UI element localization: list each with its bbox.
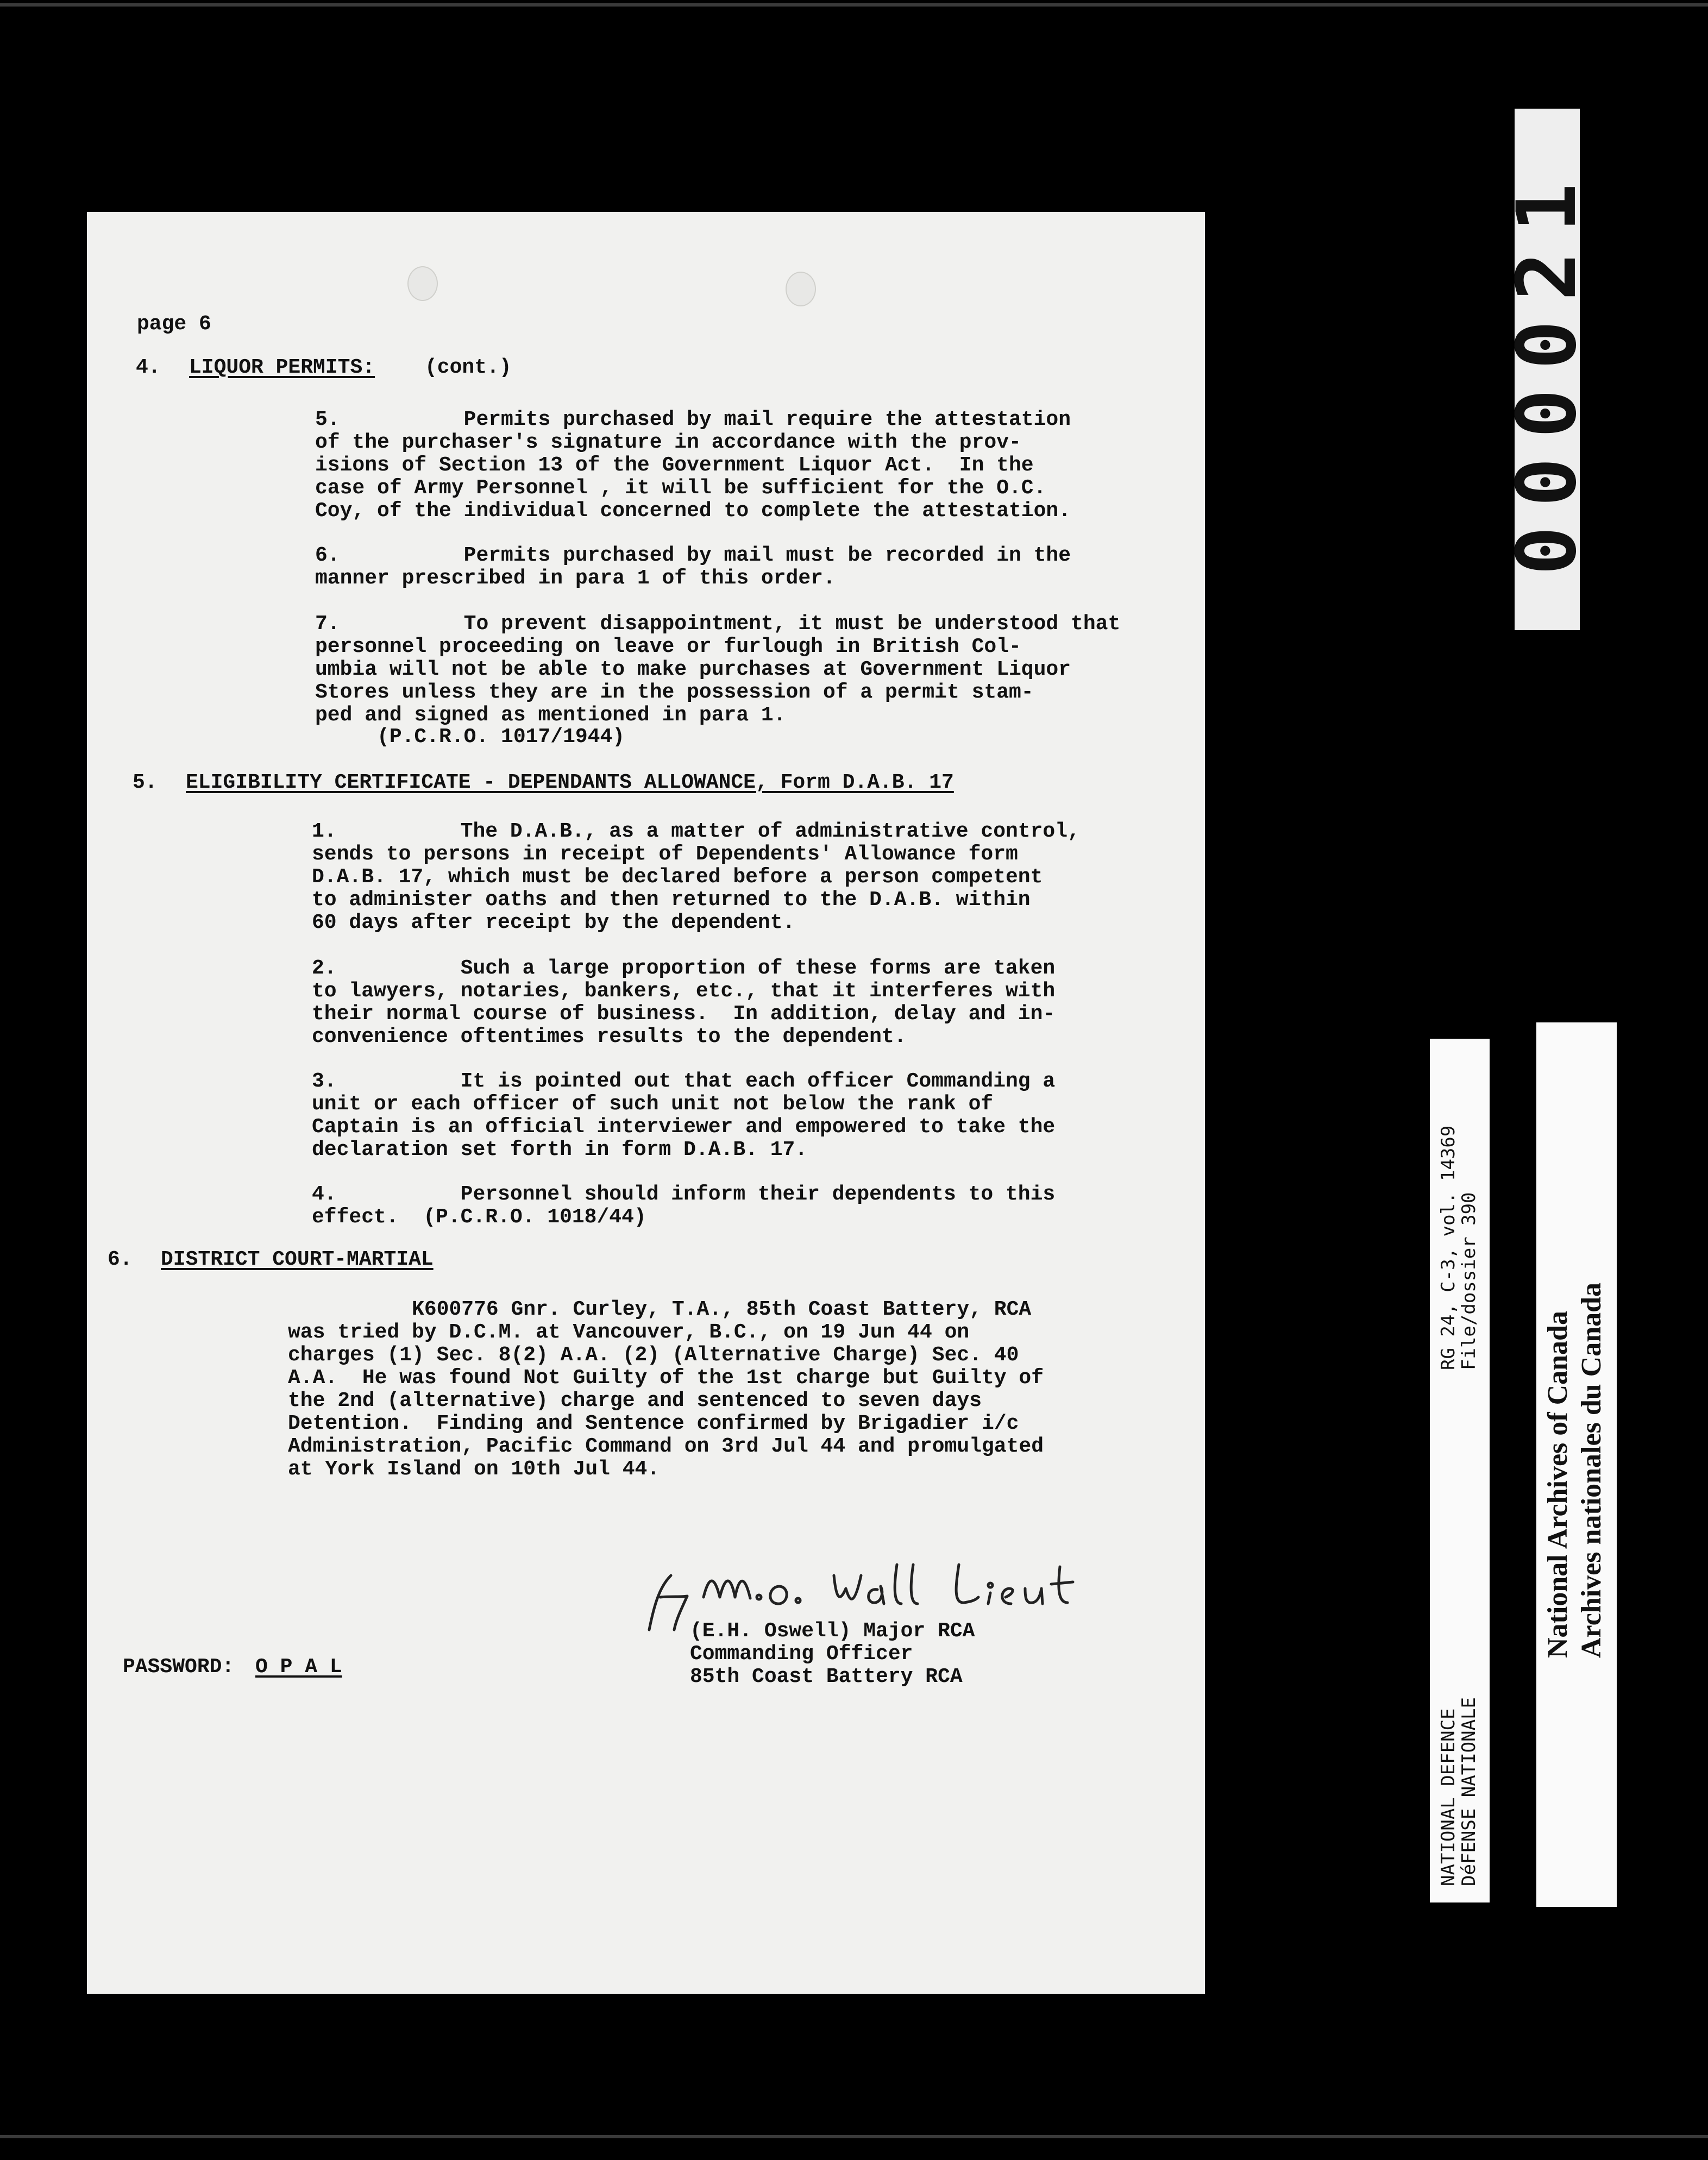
text-line: personnel proceeding on leave or furlough in British Col- bbox=[315, 635, 1021, 658]
text-line: charges (1) Sec. 8(2) A.A. (2) (Alternative Charge) Sec. 40 bbox=[288, 1343, 1019, 1367]
text-line: ped and signed as mentioned in para 1. bbox=[315, 704, 786, 727]
page-header: page 6 bbox=[137, 312, 211, 336]
text-line: 7. To prevent disappointment, it must be understood that bbox=[315, 612, 1121, 636]
section-title-suffix: (cont.) bbox=[425, 356, 512, 379]
section-title: LIQUOR PERMITS: bbox=[189, 356, 375, 379]
text-line: isions of Section 13 of the Government Liquor Act. In the bbox=[315, 454, 1034, 477]
text-line: 2. Such a large proportion of these forms are taken bbox=[312, 957, 1056, 980]
archives-en: National Archives of Canada bbox=[1542, 1311, 1573, 1658]
text-line: of the purchaser's signature in accordance with the prov- bbox=[315, 431, 1021, 454]
text-line: convenience oftentimes results to the dependent. bbox=[312, 1025, 907, 1048]
text-line: Coy, of the individual concerned to complete the attestation. bbox=[315, 499, 1071, 523]
dept-fr: DéFENSE NATIONALE bbox=[1458, 1697, 1480, 1886]
text-line: Detention. Finding and Sentence confirmed by Brigadier i/c bbox=[288, 1412, 1019, 1435]
text-line: their normal course of business. In addition, delay and in- bbox=[312, 1002, 1056, 1026]
text-line: case of Army Personnel , it will be sufficient for the O.C. bbox=[315, 476, 1046, 500]
text-line: 60 days after receipt by the dependent. bbox=[312, 911, 795, 934]
text-line: the 2nd (alternative) charge and sentenced to seven days bbox=[288, 1389, 982, 1412]
text-line: at York Island on 10th Jul 44. bbox=[288, 1458, 660, 1481]
reference-line1: RG 24, C-3, vol. 14369 bbox=[1437, 1125, 1459, 1370]
text-line: Administration, Pacific Command on 3rd Jul 44 and promulgated bbox=[288, 1435, 1044, 1458]
typed-text bbox=[87, 212, 1205, 1994]
text-line: was tried by D.C.M. at Vancouver, B.C., on 19 Jun 44 on bbox=[288, 1321, 970, 1344]
text-line: manner prescribed in para 1 of this order. bbox=[315, 567, 836, 590]
archives-fr: Archives nationales du Canada bbox=[1576, 1282, 1607, 1658]
text-line: K600776 Gnr. Curley, T.A., 85th Coast Battery, RCA bbox=[288, 1298, 1032, 1321]
text-line: Captain is an official interviewer and empowered to take the bbox=[312, 1115, 1056, 1139]
section-number: 4. bbox=[136, 356, 161, 379]
text-line: A.A. He was found Not Guilty of the 1st charge but Guilty of bbox=[288, 1366, 1044, 1390]
handwritten-signature bbox=[638, 1554, 1182, 1641]
text-line: (P.C.R.O. 1017/1944) bbox=[315, 725, 625, 749]
text-line: 6. Permits purchased by mail must be recorded in the bbox=[315, 544, 1071, 567]
text-line: D.A.B. 17, which must be declared before a person competent bbox=[312, 865, 1043, 889]
frame-number-strip bbox=[1500, 109, 1595, 630]
frame-number: 000021 bbox=[1500, 164, 1595, 575]
frame-top-line bbox=[0, 3, 1708, 7]
dept-en: NATIONAL DEFENCE bbox=[1437, 1708, 1459, 1886]
text-line: effect. (P.C.R.O. 1018/44) bbox=[312, 1205, 646, 1229]
password-label: PASSWORD: bbox=[123, 1655, 235, 1679]
signatory-name: (E.H. Oswell) Major RCA bbox=[690, 1619, 975, 1643]
text-line: umbia will not be able to make purchases at Government Liquor bbox=[315, 658, 1071, 681]
text-line: to lawyers, notaries, bankers, etc., that it interferes with bbox=[312, 979, 1056, 1003]
text-line: 4. Personnel should inform their dependents to this bbox=[312, 1183, 1056, 1206]
signatory-role: Commanding Officer bbox=[690, 1642, 913, 1666]
section-number: 6. bbox=[108, 1248, 133, 1271]
reference-line2: File/dossier 390 bbox=[1458, 1192, 1480, 1370]
text-line: Stores unless they are in the possession of a permit stam- bbox=[315, 681, 1034, 704]
text-line: sends to persons in receipt of Dependents' Allowance form bbox=[312, 843, 1018, 866]
text-line: 3. It is pointed out that each officer Commanding a bbox=[312, 1070, 1056, 1093]
department-label bbox=[1430, 1039, 1490, 1902]
section-title: DISTRICT COURT-MARTIAL bbox=[161, 1248, 434, 1271]
section-number: 5. bbox=[133, 771, 158, 794]
text-line: declaration set forth in form D.A.B. 17. bbox=[312, 1138, 808, 1161]
document-page bbox=[87, 212, 1205, 1994]
password-value: O P A L bbox=[255, 1655, 342, 1679]
section-title: ELIGIBILITY CERTIFICATE - DEPENDANTS ALLOWANCE, Form D.A.B. 17 bbox=[186, 771, 954, 794]
signatory-unit: 85th Coast Battery RCA bbox=[690, 1665, 963, 1688]
text-line: 5. Permits purchased by mail require the attestation bbox=[315, 408, 1071, 431]
frame-bottom-line bbox=[0, 2135, 1708, 2138]
text-line: to administer oaths and then returned to the D.A.B. within bbox=[312, 888, 1031, 912]
text-line: unit or each officer of such unit not below the rank of bbox=[312, 1092, 994, 1116]
archives-label bbox=[1536, 1022, 1617, 1907]
text-line: 1. The D.A.B., as a matter of administrative control, bbox=[312, 820, 1080, 843]
